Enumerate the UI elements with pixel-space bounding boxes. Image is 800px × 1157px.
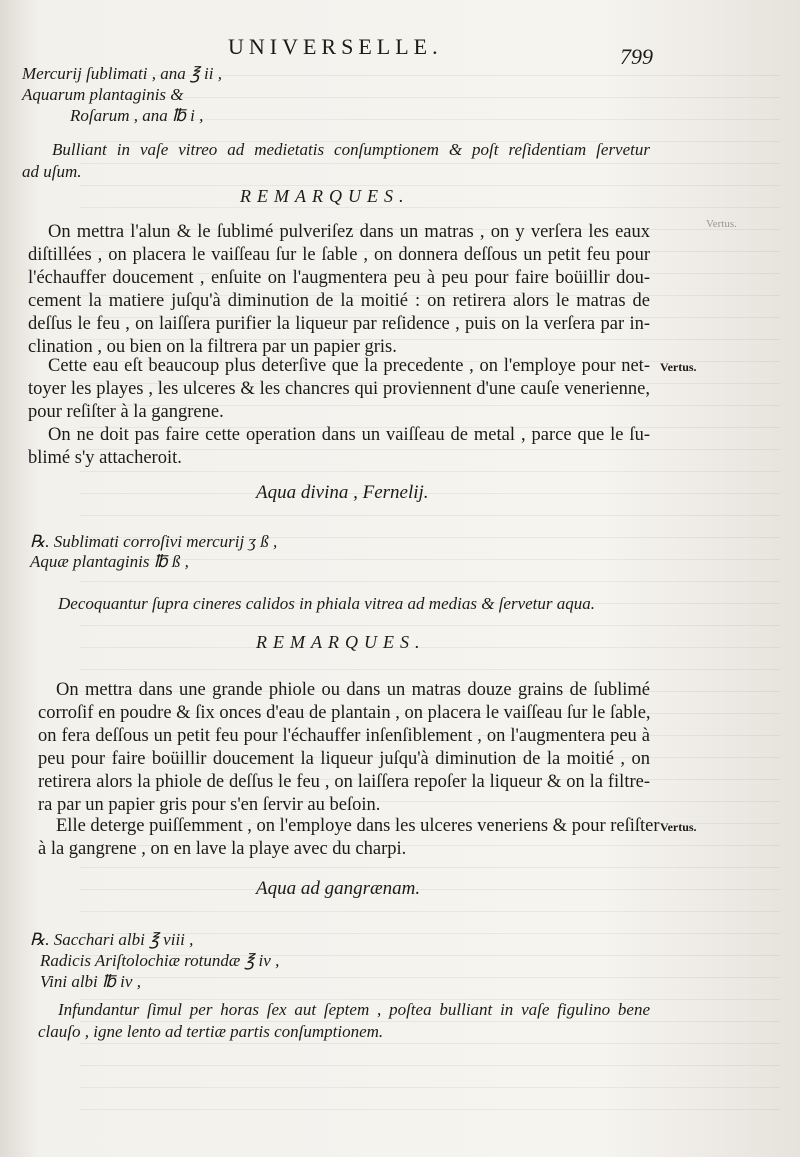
- recipe-instruction: Decoquantur ſupra cineres calidos in phiala vitrea ad medias & ſervetur aqua.: [58, 594, 596, 613]
- formula-instruction: ad uſum.: [22, 162, 82, 181]
- paragraph-line: à la gangrene , on en lave la playe avec du charpi.: [38, 839, 407, 859]
- margin-note: Vertus.: [660, 360, 697, 374]
- margin-note: Vertus.: [660, 820, 697, 834]
- paragraph-line: peu pour faire boüillir doucement la liqueur juſqu'à diminution de la moitié , on: [38, 749, 650, 769]
- recipe-title: Aqua ad gangrænam.: [256, 878, 421, 899]
- ingredient-line: Radicis Ariſtolochiæ rotundæ ℥ iv ,: [40, 951, 280, 970]
- paragraph-line: blimé s'y attacheroit.: [28, 448, 182, 468]
- section-heading: REMARQUES.: [240, 186, 410, 206]
- ingredient-line: ℞. Sacchari albi ℥ viii ,: [30, 930, 194, 949]
- paragraph-line: pour reſiſter à la gangrene.: [28, 402, 224, 422]
- formula-line: Roſarum , ana ℔ i ,: [70, 106, 204, 125]
- running-title: UNIVERSELLE.: [228, 34, 443, 59]
- paragraph-line: On mettra l'alun & le ſublimé pulveriſez dans un matras , on y verſera les eaux: [48, 222, 650, 242]
- recipe-instruction: Infundantur ſimul per horas ſex aut ſeptem , poſtea bulliant in vaſe figulino bene: [58, 1000, 650, 1019]
- page-number: 799: [620, 44, 653, 69]
- paragraph-line: On mettra dans une grande phiole ou dans un matras douze grains de ſublimé: [56, 680, 650, 700]
- section-heading: REMARQUES.: [256, 632, 426, 652]
- paragraph-line: ra par un papier gris pour s'en ſervir au beſoin.: [38, 795, 381, 815]
- paragraph-line: Cette eau eſt beaucoup plus deterſive que la precedente , on l'employe pour net-: [48, 356, 650, 376]
- paragraph-line: on fera deſſous un petit feu pour l'échauffer inſenſiblement , on l'augmentera peu à: [38, 726, 650, 746]
- formula-line: Mercurij ſublimati , ana ℥ ii ,: [22, 64, 222, 83]
- paragraph-line: corroſif en poudre & ſix onces d'eau de plantain , on placera le vaiſſeau ſur le ſable,: [38, 703, 651, 723]
- paragraph-line: l'échauffer doucement , enſuite on l'augmentera peu à peu pour faire boüillir dou-: [28, 268, 650, 288]
- formula-instruction: Bulliant in vaſe vitreo ad medietatis conſumptionem & poſt reſidentiam ſervetur: [52, 140, 650, 159]
- recipe-instruction: clauſo , igne lento ad tertiæ partis conſumptionem.: [38, 1022, 384, 1041]
- paragraph-line: clination , ou bien on la filtrera par un papier gris.: [28, 337, 397, 357]
- paragraph-line: cement la matiere juſqu'à diminution de la moitié : on retirera alors le matras de: [28, 291, 650, 311]
- paragraph-line: Elle deterge puiſſemment , on l'employe dans les ulceres veneriens & pour reſiſter: [56, 816, 660, 836]
- paragraph-line: retirera alors la phiole de deſſus le feu , on laiſſera repoſer la liqueur & on la filtre-: [38, 772, 650, 792]
- paragraph-line: toyer les playes , les ulceres & les chancres qui proviennent d'une cauſe venerienne,: [28, 379, 650, 399]
- paragraph-line: deſſus le feu , on laiſſera purifier la liqueur par reſidence , puis on la verſera par in-: [28, 314, 650, 334]
- paragraph-line: diſtillées , on placera le vaiſſeau ſur le ſable , on donnera deſſous un petit feu pour: [28, 245, 650, 265]
- bleed-through-margin-note: Vertus.: [706, 218, 737, 230]
- ingredient-line: Vini albi ℔ iv ,: [40, 972, 141, 991]
- formula-line: Aquarum plantaginis &: [22, 85, 184, 104]
- ingredient-line: ℞. Sublimati corroſivi mercurij ʒ ß ,: [30, 532, 278, 551]
- recipe-title: Aqua divina , Fernelij.: [256, 482, 429, 503]
- paragraph-line: On ne doit pas faire cette operation dans un vaiſſeau de metal , parce que le ſu-: [48, 425, 650, 445]
- ingredient-line: Aquæ plantaginis ℔ ß ,: [30, 552, 189, 571]
